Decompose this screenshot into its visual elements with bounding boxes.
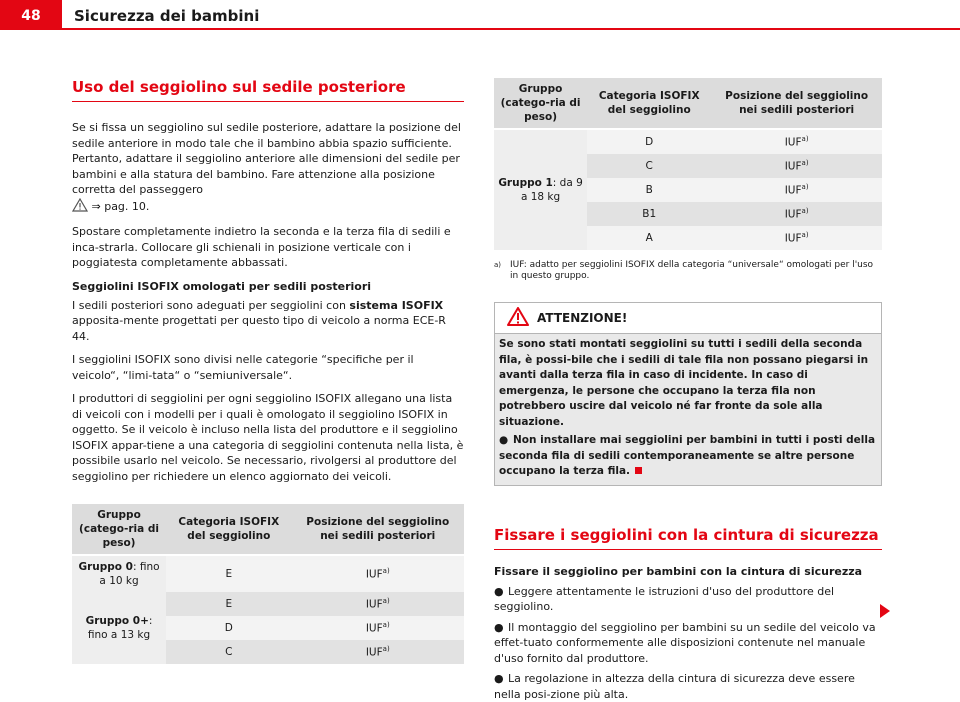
header-rule bbox=[62, 28, 960, 30]
warning-triangle-icon bbox=[507, 307, 529, 330]
position-cell bbox=[292, 555, 464, 592]
position-value: IUF bbox=[784, 136, 802, 149]
footnote-ref: a) bbox=[382, 621, 390, 630]
left-column bbox=[72, 78, 464, 664]
position-cell bbox=[292, 616, 464, 640]
table-row bbox=[494, 129, 882, 154]
warning-triangle-icon bbox=[72, 198, 88, 217]
right-column bbox=[494, 78, 882, 702]
bullet-text: La regolazione in altezza della cintura di sicurezza deve essere nella posi-zione più alta. bbox=[494, 672, 855, 701]
footnote-text: IUF: adatto per seggiolini ISOFIX della categoria “universale“ omologati per l'uso in questo gruppo. bbox=[510, 260, 874, 281]
section-title-seatbelt: Fissare i seggiolini con la cintura di sicurezza bbox=[494, 526, 882, 550]
warning-paragraph: Se sono stati montati seggiolini su tutti i sedili della seconda fila, è possi-bile che i sedili di tale fila non possano piegarsi in avanti dalla terza fila in caso di incidente. In caso di emergenza, le persone che occupano la terza fila non potrebbero uscire dal veicolo né far fronte da sole alla situazione. bbox=[499, 338, 869, 428]
footnote-ref: a) bbox=[801, 159, 809, 168]
chapter-title: Sicurezza dei bambini bbox=[74, 7, 260, 25]
category-cell: B bbox=[587, 178, 711, 202]
text-part: I sedili posteriori sono adeguati per seggiolini con bbox=[72, 298, 350, 312]
isofix-table-groups-0 bbox=[72, 504, 464, 664]
section-title-rear-seat: Uso del seggiolino sul sedile posteriore bbox=[72, 78, 464, 102]
page-header bbox=[0, 0, 960, 32]
table-row bbox=[72, 592, 464, 616]
bullet-text: Il montaggio del seggiolino per bambini su un sedile del veicolo va effet-tuato conformemente alle disposizioni contenute nel manuale d'uso fornito dal produttore. bbox=[494, 620, 876, 665]
paragraph-isofix-system bbox=[72, 298, 464, 345]
footnote-ref: a) bbox=[382, 567, 390, 576]
subheading-isofix: Seggiolini ISOFIX omologati per sedili posteriori bbox=[72, 279, 372, 293]
position-cell bbox=[292, 640, 464, 664]
table-footnote bbox=[494, 260, 882, 282]
bold-term: sistema ISOFIX bbox=[349, 298, 444, 312]
bullet-icon: ● bbox=[494, 672, 504, 685]
footnote-mark bbox=[494, 260, 510, 282]
group-name: Gruppo 0 bbox=[78, 561, 133, 573]
isofix-table-group-1 bbox=[494, 78, 882, 250]
paragraph-seat-adjust bbox=[72, 120, 464, 216]
position-cell bbox=[292, 592, 464, 616]
end-of-section-icon bbox=[635, 467, 642, 474]
warning-box bbox=[494, 302, 882, 486]
footnote-ref: a) bbox=[382, 645, 390, 654]
warning-body bbox=[495, 334, 881, 485]
group-cell bbox=[72, 592, 166, 664]
footnote-ref: a) bbox=[382, 597, 390, 606]
subheading-seatbelt: Fissare il seggiolino per bambini con la cintura di sicurezza bbox=[494, 564, 863, 578]
category-cell: C bbox=[587, 154, 711, 178]
column-header-group: Gruppo (catego-ria di peso) bbox=[72, 504, 166, 555]
group-weight: : fino a 10 kg bbox=[99, 561, 160, 587]
next-page-arrow-icon bbox=[880, 604, 890, 618]
footnote-ref: a) bbox=[801, 207, 809, 216]
footnote-mark-text: a) bbox=[494, 261, 502, 269]
column-header-category: Categoria ISOFIX del seggiolino bbox=[166, 504, 291, 555]
position-value: IUF bbox=[365, 622, 383, 635]
category-cell: C bbox=[166, 640, 291, 664]
position-value: IUF bbox=[365, 568, 383, 581]
group-weight: : fino a 13 kg bbox=[87, 615, 153, 641]
bullet-icon: ● bbox=[494, 584, 504, 598]
footnote-ref: a) bbox=[801, 183, 809, 192]
position-value: IUF bbox=[784, 232, 802, 245]
column-header-position: Posizione del seggiolino nei sedili posteriori bbox=[292, 504, 464, 555]
paragraph-rows: Spostare completamente indietro la seconda e la terza fila di sedili e inca-strarla. Collocare gli schienali in posizione verticale con i poggiatesta completamente abbassati. bbox=[72, 225, 451, 269]
warning-bullet bbox=[499, 433, 877, 480]
warning-header bbox=[495, 303, 881, 334]
position-value: IUF bbox=[784, 184, 802, 197]
group-cell bbox=[72, 555, 166, 592]
category-cell: B1 bbox=[587, 202, 711, 226]
position-value: IUF bbox=[784, 160, 802, 173]
paragraph-manufacturer: I produttori di seggiolini per ogni seggiolino ISOFIX allegano una lista di veicoli con i modelli per i quali è omologato il seggiolino ISOFIX in oggetto. Se il veicolo è incluso nella lista del produttore e il seggiolino ISOFIX appar-tiene a una categoria di seggiolini contenuta nella lista, è possibile usarlo nel veicolo. Se necessario, rivolgersi al produttore del seggiolino per richiedere un elenco aggiornato dei veicoli. bbox=[72, 392, 464, 483]
position-value: IUF bbox=[365, 598, 383, 611]
paragraph-text: Se si fissa un seggiolino sul sedile posteriore, adattare la posizione del sedile anteriore in modo tale che il bambino abbia spazio sufficiente. Pertanto, adattare il seggiolino anteriore alle dimensioni del sedile per bambini e alla statura del bambino. Fare attenzione alla posizione corretta del passeggero bbox=[72, 121, 461, 196]
column-header-group: Gruppo (catego-ria di peso) bbox=[494, 78, 587, 129]
position-value: IUF bbox=[365, 646, 383, 659]
category-cell: A bbox=[587, 226, 711, 250]
bullet-text: Leggere attentamente le istruzioni d'uso del produttore del seggiolino. bbox=[494, 584, 835, 613]
bullet-icon: ● bbox=[494, 620, 504, 634]
paragraph-categories: I seggiolini ISOFIX sono divisi nelle categorie “specifiche per il veicolo“, “limi-tata“ o “semiuniversale“. bbox=[72, 353, 414, 382]
position-cell bbox=[711, 202, 882, 226]
position-cell bbox=[711, 226, 882, 250]
column-header-category: Categoria ISOFIX del seggiolino bbox=[587, 78, 711, 129]
footnote-ref: a) bbox=[801, 135, 809, 144]
bullet-item bbox=[494, 671, 882, 702]
category-cell: D bbox=[587, 129, 711, 154]
bullet-item bbox=[494, 620, 882, 667]
position-cell bbox=[711, 129, 882, 154]
category-cell: E bbox=[166, 592, 291, 616]
position-cell bbox=[711, 178, 882, 202]
page-reference-link[interactable]: ⇒ pag. 10. bbox=[91, 199, 150, 213]
text-part: apposita-mente progettati per questo tipo di veicolo a norma ECE-R 44. bbox=[72, 314, 446, 343]
position-cell bbox=[711, 154, 882, 178]
warning-bullet-text: Non installare mai seggiolini per bambini in tutti i posti della seconda fila di sedili contemporaneamente se altre persone occupano la terza fila. bbox=[499, 434, 876, 477]
column-header-position: Posizione del seggiolino nei sedili posteriori bbox=[711, 78, 882, 129]
category-cell: E bbox=[166, 555, 291, 592]
group-cell bbox=[494, 129, 587, 250]
group-name: Gruppo 0+ bbox=[85, 615, 149, 627]
page-number: 48 bbox=[0, 0, 62, 30]
warning-title: ATTENZIONE! bbox=[537, 311, 628, 325]
bullet-icon: ● bbox=[499, 434, 509, 446]
position-value: IUF bbox=[784, 208, 802, 221]
footnote-ref: a) bbox=[801, 231, 809, 240]
bullet-item bbox=[494, 584, 882, 615]
group-weight: : da 9 a 18 kg bbox=[520, 177, 583, 203]
group-name: Gruppo 1 bbox=[498, 177, 553, 189]
category-cell: D bbox=[166, 616, 291, 640]
table-row bbox=[72, 555, 464, 592]
